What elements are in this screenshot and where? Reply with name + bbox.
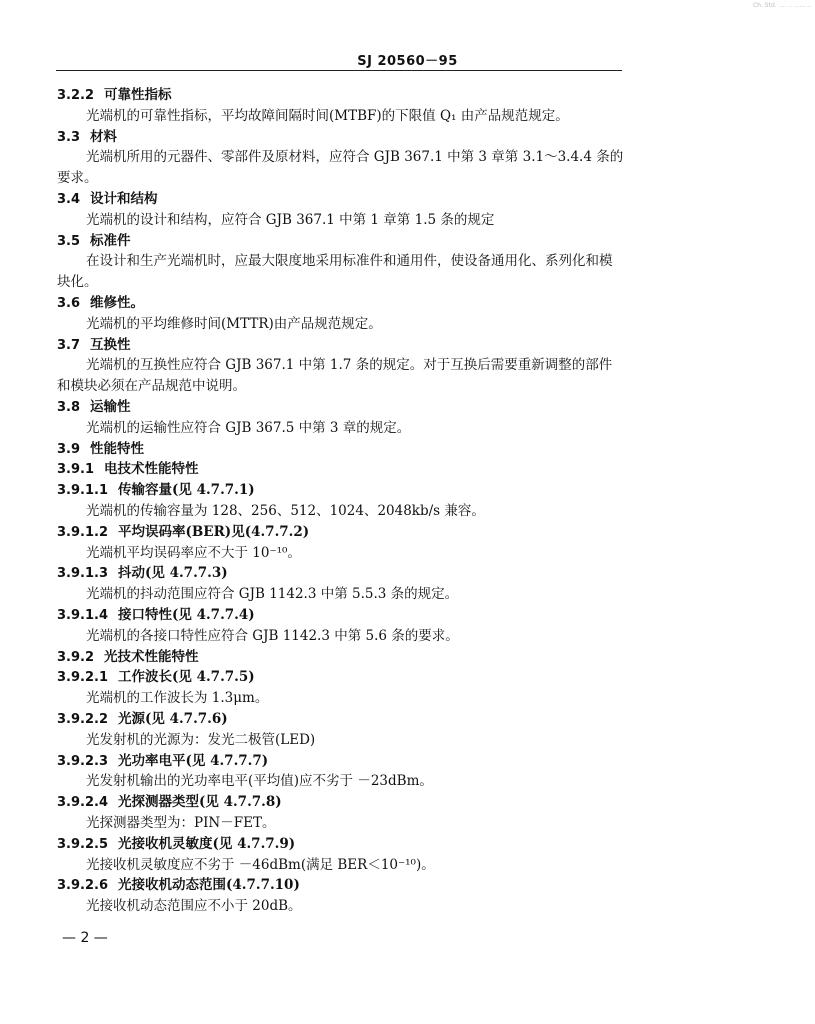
body-text-continuation: 和模块必须在产品规范中说明。	[57, 378, 246, 395]
section-heading	[57, 752, 268, 771]
body-text: 光发射机输出的光功率电平(平均值)应不劣于 －23dBm。	[86, 773, 433, 790]
section-number: 3.9.2.5	[57, 836, 108, 852]
section-title: 电技术性能特性	[104, 461, 199, 478]
section-title: 传输容量(见 4.7.7.1)	[118, 482, 255, 499]
section-heading	[57, 710, 228, 729]
section-number: 3.9.2.6	[57, 878, 108, 894]
section-number: 3.9	[57, 441, 81, 457]
section-number: 3.2.2	[57, 88, 95, 103]
section-title: 标准件	[90, 232, 131, 249]
section-number: 3.9.2	[57, 649, 95, 665]
section-title: 接口特性(见 4.7.7.4)	[118, 607, 255, 623]
body-text: 光端机的可靠性指标，平均故障间隔时间(MTBF)的下限值 Q₁ 由产品规范规定。	[86, 107, 569, 124]
section-heading	[57, 86, 172, 105]
body-text: 光接收机灵敏度应不劣于 －46dBm(满足 BER＜10⁻¹⁰)。	[86, 856, 435, 873]
section-heading	[57, 793, 282, 812]
body-text: 光发射机的光源为：发光二极管(LED)	[86, 731, 316, 748]
section-number: 3.9.2.1	[57, 670, 108, 686]
section-number: 3.8	[57, 400, 81, 415]
section-title: 光源(见 4.7.7.6)	[118, 711, 228, 727]
section-number: 3.9.1.3	[57, 566, 108, 582]
section-title: 光探测器类型(见 4.7.7.8)	[118, 794, 282, 811]
section-heading	[57, 606, 255, 625]
section-heading	[57, 128, 117, 147]
body-text: 光端机的传输容量为 128、256、512、1024、2048kb/s 兼容。	[86, 503, 485, 519]
section-title: 运输性	[90, 399, 131, 415]
section-title: 光技术性能特性	[104, 648, 199, 665]
section-number: 3.9.1.1	[57, 483, 108, 499]
section-number: 3.9.1	[57, 462, 95, 478]
section-number: 3.6	[57, 296, 81, 311]
section-heading	[57, 564, 228, 583]
section-title: 平均误码率(BER)见(4.7.7.2)	[118, 523, 310, 540]
section-number: 3.9.1.2	[57, 524, 108, 540]
body-text: 光端机的运输性应符合 GJB 367.5 中第 3 章的规定。	[86, 419, 411, 436]
document-header: SJ 20560－95	[357, 54, 458, 69]
section-title: 性能特性	[90, 440, 145, 457]
section-heading	[57, 648, 199, 667]
body-text: 光端机平均误码率应不大于 10⁻¹⁰。	[86, 544, 301, 561]
section-number: 3.5	[57, 233, 81, 249]
section-heading	[57, 294, 144, 313]
body-text: 光接收机动态范围应不小于 20dB。	[86, 898, 302, 915]
section-heading	[57, 835, 295, 854]
section-number: 3.9.1.4	[57, 608, 108, 623]
body-text: 光端机所用的元器件、零部件及原材料，应符合 GJB 367.1 中第 3 章第 3.1～3.4.4 条的	[86, 149, 624, 166]
body-text: 光端机的工作波长为 1.3μm。	[86, 690, 269, 707]
section-number: 3.9.2.4	[57, 795, 108, 811]
section-title: 光接收机动态范围(4.7.7.10)	[118, 877, 300, 894]
body-text: 光端机的各接口特性应符合 GJB 1142.3 中第 5.6 条的要求。	[86, 627, 459, 644]
section-heading	[57, 668, 255, 687]
section-heading	[57, 190, 158, 209]
scan-corner-mark: Ch. Std. .... .. ...... ..	[752, 2, 811, 9]
section-heading	[57, 336, 131, 355]
section-number: 3.9.2.3	[57, 753, 108, 769]
page-number: — 2 —	[62, 930, 108, 946]
section-heading	[57, 876, 300, 895]
section-heading	[57, 460, 199, 479]
body-text: 光探测器类型为：PIN－FET。	[86, 815, 276, 831]
section-title: 维修性。	[90, 295, 145, 311]
section-number: 3.3	[57, 129, 81, 145]
section-heading	[57, 398, 131, 417]
section-heading	[57, 440, 144, 459]
body-text: 光端机的抖动范围应符合 GJB 1142.3 中第 5.5.3 条的规定。	[86, 586, 459, 603]
section-title: 工作波长(见 4.7.7.5)	[118, 669, 255, 686]
section-number: 3.7	[57, 337, 81, 353]
body-text: 光端机的设计和结构，应符合 GJB 367.1 中第 1 章第 1.5 条的规定	[86, 211, 495, 228]
section-title: 材料	[90, 128, 118, 145]
section-heading	[57, 232, 131, 251]
body-text: 在设计和生产光端机时，应最大限度地采用标准件和通用件，使设备通用化、系列化和模	[86, 253, 613, 270]
section-title: 可靠性指标	[104, 87, 172, 103]
section-title: 光接收机灵敏度(见 4.7.7.9)	[118, 835, 296, 852]
body-text-continuation: 块化。	[57, 274, 98, 291]
section-title: 光功率电平(见 4.7.7.7)	[118, 752, 269, 769]
section-title: 抖动(见 4.7.7.3)	[118, 565, 228, 582]
body-text-continuation: 要求。	[57, 170, 98, 187]
section-title: 设计和结构	[90, 191, 158, 207]
section-number: 3.4	[57, 192, 81, 207]
body-text: 光端机的互换性应符合 GJB 367.1 中第 1.7 条的规定。对于互换后需要重新调整的部件	[86, 357, 613, 374]
section-heading	[57, 523, 309, 542]
body-text: 光端机的平均维修时间(MTTR)由产品规范规定。	[86, 315, 382, 332]
section-heading	[57, 481, 255, 500]
header-rule	[56, 70, 622, 71]
section-number: 3.9.2.2	[57, 712, 108, 727]
section-title: 互换性	[90, 336, 131, 353]
